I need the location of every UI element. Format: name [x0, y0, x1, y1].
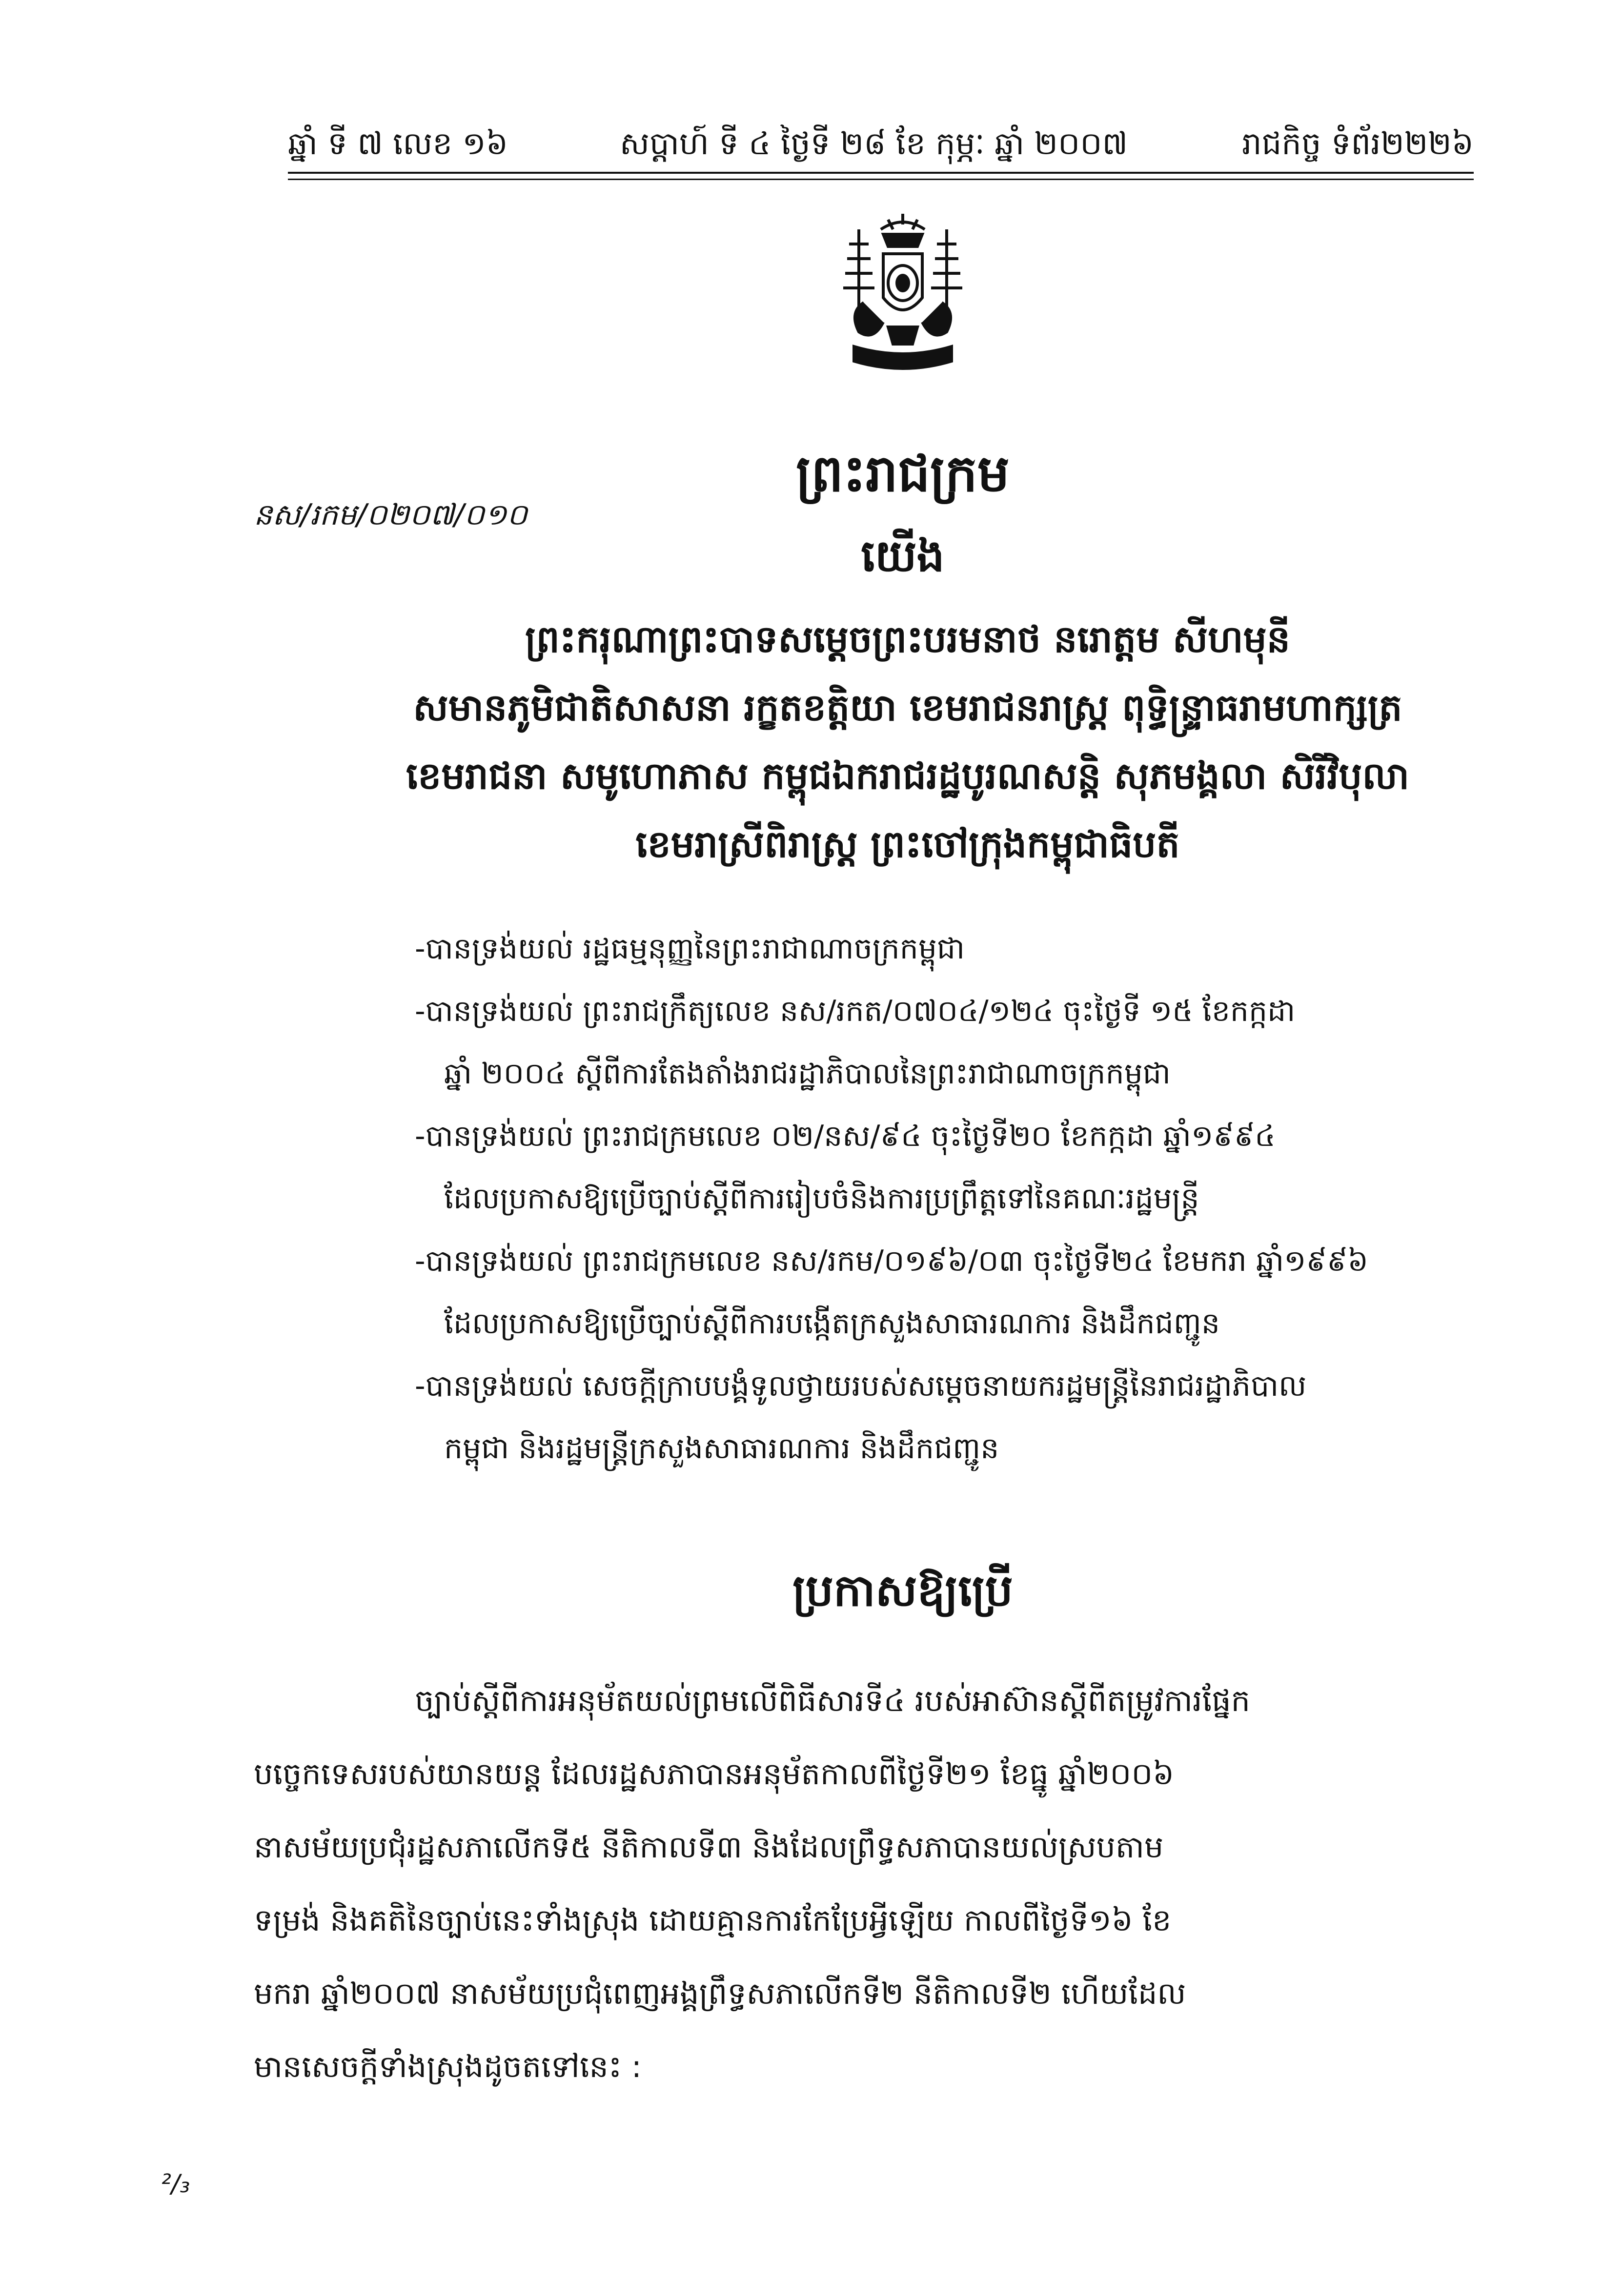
royal-arms-of-cambodia-icon: [830, 205, 976, 381]
consideration-item: [415, 1355, 1527, 1480]
decree-body: [254, 1664, 1532, 2103]
body-line: បច្ចេកទេសរបស់យានយន្ត ដែលរដ្ឋសភាបានអនុម័តកាលពីថ្ងៃទី២១ ខែធ្នូ ឆ្នាំ២០០៦: [254, 1756, 1175, 1792]
body-line: មករា ឆ្នាំ២០០៧ នាសម័យប្រជុំពេញអង្គព្រឹទ្ធសភាលើកទី២ នីតិកាលទី២ ហើយដែល: [254, 1976, 1186, 2011]
header-rule-top: [288, 172, 1474, 174]
gazette-header: [288, 122, 1474, 166]
decree-number: នស/រកម/០២០៧/០១០: [254, 498, 528, 532]
king-title-line: សមានភូមិជាតិសាសនា រក្ខតខត្តិយា ខេមរាជនរាស្ត្រ ពុទ្ធិន្ទ្រាធរាមហាក្សត្រ: [413, 686, 1402, 729]
consideration-line: -បានទ្រង់យល់ រដ្ឋធម្មនុញ្ញនៃព្រះរាជាណាចក្រកម្ពុជា: [415, 932, 965, 966]
king-title-block: [273, 605, 1542, 878]
king-title-line: ខេមរាស្រីពិរាស្ត្រ ព្រះចៅក្រុងកម្ពុជាធិបតី: [635, 822, 1180, 866]
consideration-continuation: កម្ពុជា និងរដ្ឋមន្ត្រីក្រសួងសាធារណការ និងដឹកជញ្ជូន: [444, 1431, 999, 1466]
consideration-item: [415, 1105, 1527, 1230]
body-line: នាសម័យប្រជុំរដ្ឋសភាលើកទី៥ នីតិកាលទី៣ និងដែលព្រឹទ្ធសភាបានយល់ស្របតាម: [254, 1829, 1164, 1865]
considerations-list: [415, 917, 1527, 1480]
handwritten-page-mark: ²/₃: [161, 2169, 190, 2199]
consideration-continuation: ដែលប្រកាសឱ្យប្រើច្បាប់ស្តីពីការបង្កើតក្រសួងសាធារណការ និងដឹកជញ្ជូន: [444, 1306, 1220, 1341]
header-year-issue: ឆ្នាំ ទី ៧ លេខ ១៦: [288, 126, 508, 162]
consideration-item: [415, 1230, 1527, 1355]
header-gazette-page: រាជកិច្ច ទំព័រ២២២៦: [1241, 126, 1474, 162]
consideration-line: -បានទ្រង់យល់ ព្រះរាជក្រមលេខ នស/រកម/០១៩៦/០៣ ចុះថ្ងៃទី២៤ ខែមករា ឆ្នាំ១៩៩៦: [415, 1244, 1368, 1278]
header-date: សប្តាហ៍ ទី ៤ ថ្ងៃទី ២៨ ខែ កុម្ភៈ ឆ្នាំ ២០០៧: [620, 126, 1128, 162]
decree-title: ព្រះរាជក្រម: [796, 444, 1010, 503]
consideration-line: -បានទ្រង់យល់ ព្រះរាជក្រឹត្យលេខ នស/រកត/០៧០៤/១២៤ ចុះថ្ងៃទី ១៥ ខែកក្កដា: [415, 994, 1296, 1028]
consideration-item: [415, 917, 1527, 980]
king-title-line: ខេមរាជនា សមូហោភាស កម្ពុជឯករាជរដ្ឋបូរណសន្តិ សុភមង្គលា សិរីវិបុលា: [406, 754, 1409, 797]
consideration-continuation: ឆ្នាំ ២០០៤ ស្តីពីការតែងតាំងរាជរដ្ឋាភិបាលនៃព្រះរាជាណាចក្រកម្ពុជា: [444, 1057, 1171, 1091]
body-line: មានសេចក្តីទាំងស្រុងដូចតទៅនេះ :: [254, 2049, 642, 2084]
header-rule-bottom: [288, 179, 1474, 180]
promulgate-heading: ប្រកាសឱ្យប្រើ: [792, 1565, 1013, 1616]
consideration-line: -បានទ្រង់យល់ សេចក្តីក្រាបបង្គំទូលថ្វាយរបស់សម្តេចនាយករដ្ឋមន្ត្រីនៃរាជរដ្ឋាភិបាល: [415, 1369, 1307, 1403]
body-line: ច្បាប់ស្តីពីការអនុម័តយល់ព្រមលើពិធីសារទី៤ របស់អាស៊ានស្តីពីតម្រូវការផ្នែក: [415, 1683, 1250, 1718]
consideration-line: -បានទ្រង់យល់ ព្រះរាជក្រមលេខ ០២/នស/៩៤ ចុះថ្ងៃទី២០ ខែកក្កដា ឆ្នាំ១៩៩៤: [415, 1119, 1276, 1153]
body-line: ទម្រង់ និងគតិនៃច្បាប់នេះទាំងស្រុង ដោយគ្មានការកែប្រែអ្វីឡើយ កាលពីថ្ងៃទី១៦ ខែ: [254, 1902, 1172, 1938]
consideration-item: [415, 980, 1527, 1105]
king-title-line: ព្រះករុណាព្រះបាទសម្តេចព្រះបរមនាថ នរោត្តម សីហមុនី: [525, 617, 1291, 661]
decree-we: យើង: [861, 530, 945, 582]
consideration-continuation: ដែលប្រកាសឱ្យប្រើច្បាប់ស្តីពីការរៀបចំនិងការប្រព្រឹត្តទៅនៃគណៈរដ្ឋមន្ត្រី: [444, 1182, 1199, 1216]
